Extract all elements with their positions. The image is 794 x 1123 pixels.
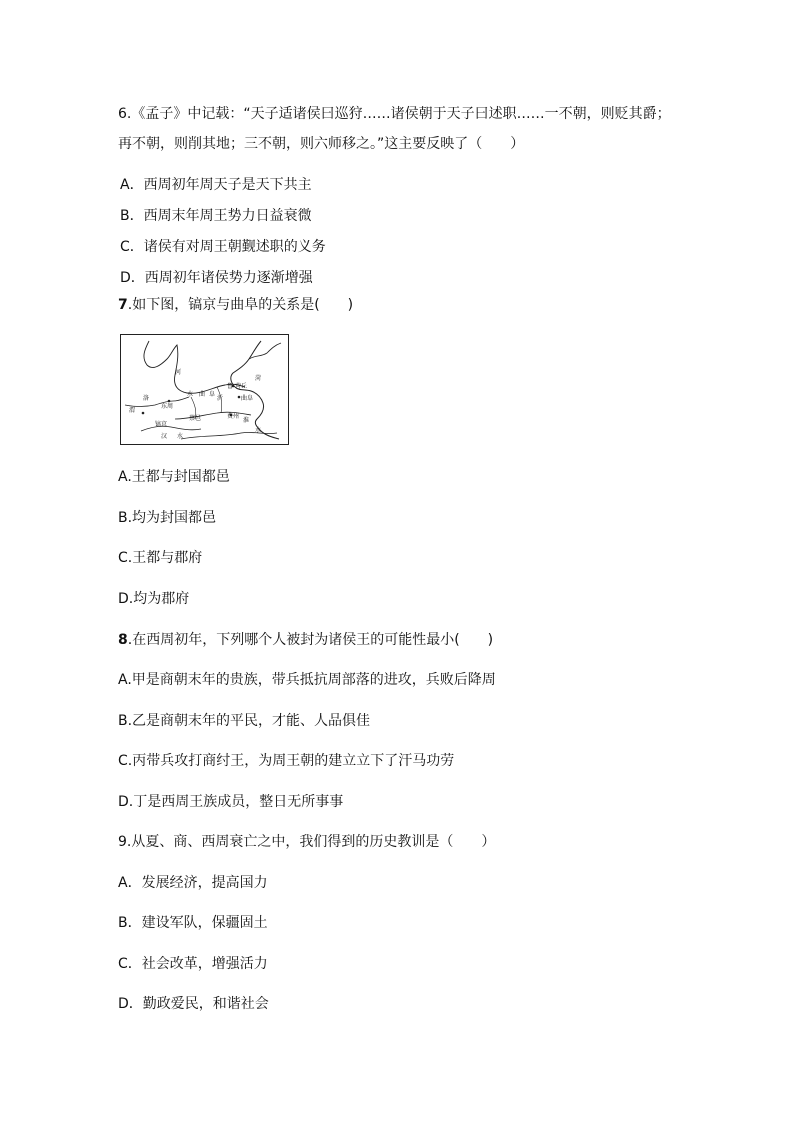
- q8-option-b: B.乙是商朝末年的平民，才能、人品俱佳: [118, 713, 371, 729]
- q7-option-d: D.均为郡府: [118, 591, 190, 607]
- q6-option-a: A．西周初年周天子是天下共主: [120, 177, 312, 193]
- q6-option-c: C．诸侯有对周王朝觐述职的义务: [120, 239, 326, 255]
- q8-option-c: C.丙带兵攻打商纣王，为周王朝的建立立下了汗马功劳: [118, 753, 455, 769]
- q7-number: 7: [118, 297, 128, 313]
- q7-option-b: B.均为封国都邑: [118, 510, 217, 526]
- q7-stem: [118, 295, 353, 315]
- q7-option-a: A.王都与封国都邑: [118, 469, 230, 485]
- q8-stem: [118, 630, 493, 650]
- map-label-han: 汉: [161, 433, 168, 440]
- map-label-fu: 阜: [209, 391, 216, 398]
- map-label-feizhou: 费州: [227, 413, 240, 420]
- map-label-yi: 沂: [217, 395, 224, 402]
- q8-option-d: D.丁是西周王族成员，整日无所事事: [118, 794, 344, 810]
- map-label-huai: 淮: [243, 417, 250, 424]
- map-label-yingqiu: 营丘: [235, 383, 248, 390]
- q9-option-b: B．建设军队，保疆固土: [118, 915, 268, 931]
- map-label-he2: 菏: [255, 375, 262, 382]
- q8-option-a: A.甲是商朝末年的贵族，带兵抵抗周部落的进攻，兵败后降周: [118, 672, 496, 688]
- map-label-haojing: 镐京: [155, 421, 168, 428]
- q8-number: 8: [118, 632, 128, 648]
- q6-stem-line2: 再不朝，则削其地；三不朝，则六师移之。”这主要反映了（ ）: [118, 136, 525, 152]
- map-label-shuidi: 水: [177, 433, 184, 440]
- q7-stem-text: .如下图，镐京与曲阜的关系是( ): [127, 297, 354, 313]
- map-label-shui: 水: [187, 391, 194, 398]
- q6-option-d: D．西周初年诸侯势力逐渐增强: [120, 270, 313, 286]
- map-label-jiang: 水: [255, 427, 262, 434]
- q7-option-c: C.王都与郡府: [118, 550, 203, 566]
- map-label-lu: 鲁: [227, 383, 234, 390]
- q9-option-c: C．社会改革，增强活力: [118, 956, 268, 972]
- map-label-qu: 曲: [199, 391, 206, 398]
- map-label-he: 河: [175, 369, 182, 376]
- q6-stem-line1: 6.《孟子》中记载：“天子适诸侯曰巡狩……诸侯朝于天子曰述职……一不朝，则贬其爵；: [118, 106, 671, 122]
- map-label-caiyi: 蔡邑: [189, 415, 202, 422]
- q9-option-d: D．勤政爱民，和谐社会: [118, 996, 269, 1012]
- map-label-qufu: 曲阜: [241, 395, 254, 402]
- q8-stem-text: .在西周初年，下列哪个人被封为诸侯王的可能性最小( ): [127, 632, 494, 648]
- q6-option-b: B．西周末年周王势力日益衰微: [120, 208, 312, 224]
- q9-option-a: A．发展经济，提高国力: [118, 875, 268, 891]
- map-label-wei: 渭: [129, 407, 136, 414]
- map-drawing: [121, 335, 287, 443]
- map-label-luo: 洛: [143, 395, 150, 402]
- map-figure: [120, 334, 289, 445]
- map-label-dongzhou: 东周: [161, 403, 174, 410]
- q9-stem: 9.从夏、商、西周衰亡之中，我们得到的历史教训是（ ）: [118, 834, 496, 850]
